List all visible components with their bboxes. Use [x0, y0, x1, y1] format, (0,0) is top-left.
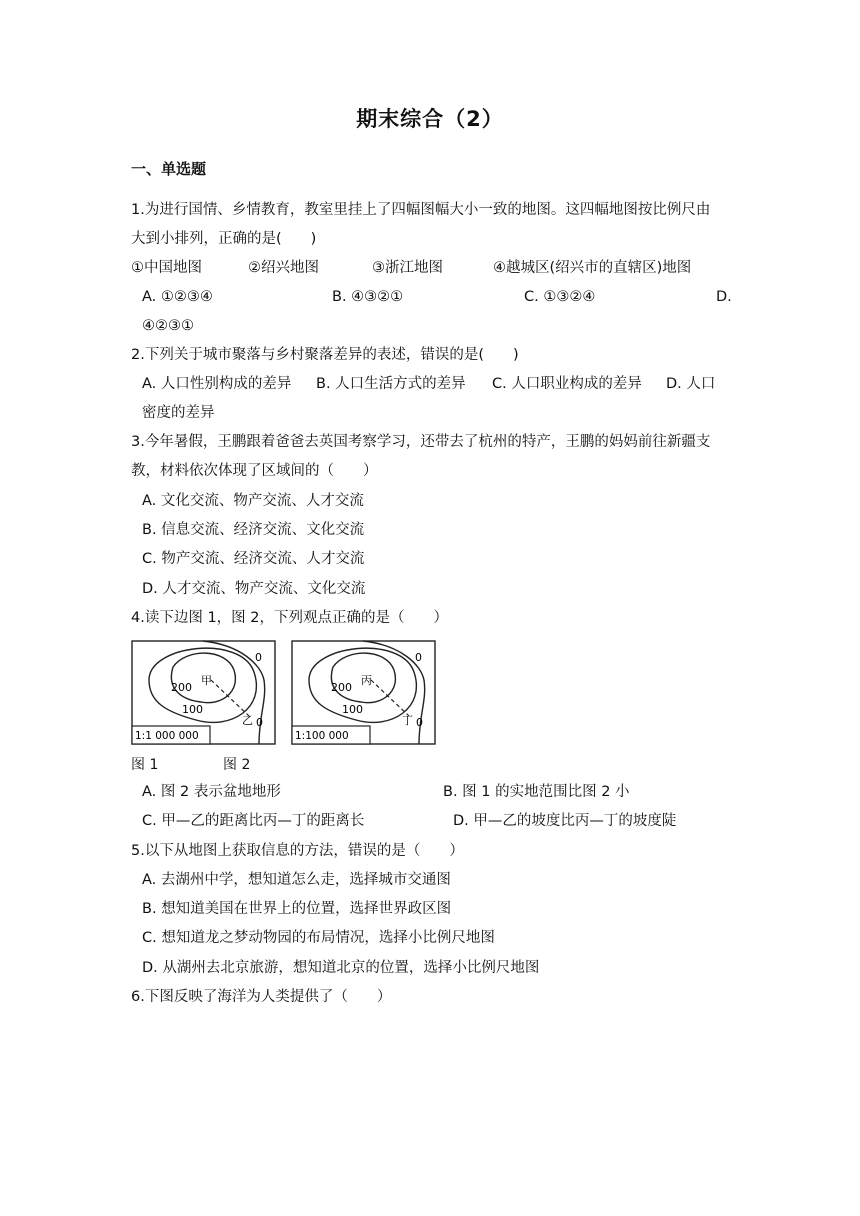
q2-option-b: B. 人口生活方式的差异: [316, 376, 466, 392]
q1-item-2: ②绍兴地图: [248, 260, 319, 276]
q1-option-a: A. ①②③④: [142, 289, 213, 305]
contour-maps-figure: [131, 640, 446, 746]
contour-label-0-top: 0: [255, 651, 262, 664]
point-label-ding: 丁: [402, 714, 413, 727]
point-label-yi: 乙: [242, 714, 253, 727]
q1-item-4: ④越城区(绍兴市的直辖区)地图: [493, 260, 692, 276]
contour-label-0-top: 0: [415, 651, 422, 664]
q1-option-d-cont: ④②③①: [142, 318, 194, 334]
q1-item-3: ③浙江地图: [372, 260, 443, 276]
figure-caption-1: 图 1: [131, 757, 159, 773]
contour-label-0-bottom: 0: [256, 716, 263, 729]
contour-label-200: 200: [331, 681, 352, 694]
q5-option-b: B. 想知道美国在世界上的位置，选择世界政区图: [142, 901, 452, 917]
q5-option-c: C. 想知道龙之梦动物园的布局情况，选择小比例尺地图: [142, 930, 495, 946]
q5-option-d: D. 从湖州去北京旅游，想知道北京的位置，选择小比例尺地图: [142, 960, 540, 976]
q3-option-b: B. 信息交流、经济交流、文化交流: [142, 522, 365, 538]
q2-stem: 2.下列关于城市聚落与乡村聚落差异的表述，错误的是( ): [131, 347, 519, 363]
scale-label-2: 1:100 000: [295, 730, 349, 742]
section-heading: 一、单选题: [131, 160, 207, 178]
q4-option-d: D. 甲—乙的坡度比丙—丁的坡度陡: [453, 813, 677, 829]
q4-stem: 4.读下边图 1，图 2，下列观点正确的是（ ）: [131, 610, 449, 626]
point-label-jia: 甲: [201, 674, 212, 687]
figure-caption-2: 图 2: [223, 757, 251, 773]
q6-stem: 6.下图反映了海洋为人类提供了（ ）: [131, 989, 392, 1005]
q3-option-c: C. 物产交流、经济交流、人才交流: [142, 551, 365, 567]
q3-option-d: D. 人才交流、物产交流、文化交流: [142, 581, 366, 597]
q5-stem: 5.以下从地图上获取信息的方法，错误的是（ ）: [131, 843, 464, 859]
q3-stem-line2: 教，材料依次体现了区域间的（ ）: [131, 463, 378, 479]
q4-option-a: A. 图 2 表示盆地地形: [142, 784, 281, 800]
q2-option-d-cont: 密度的差异: [142, 405, 215, 421]
contour-map-1: [132, 641, 275, 744]
contour-label-100: 100: [182, 703, 203, 716]
scale-label-1: 1:1 000 000: [135, 730, 199, 742]
q4-option-c: C. 甲—乙的距离比丙—丁的距离长: [142, 813, 365, 829]
q1-option-d: D.: [716, 289, 732, 305]
contour-map-2: [292, 641, 435, 744]
contour-label-200: 200: [171, 681, 192, 694]
q2-option-a: A. 人口性别构成的差异: [142, 376, 292, 392]
contour-label-100: 100: [342, 703, 363, 716]
page-title: 期末综合（2）: [356, 107, 504, 131]
point-label-bing: 丙: [361, 674, 372, 687]
q1-option-b: B. ④③②①: [332, 289, 404, 305]
q4-option-b: B. 图 1 的实地范围比图 2 小: [443, 784, 630, 800]
q1-option-c: C. ①③②④: [524, 289, 596, 305]
contour-label-0-bottom: 0: [416, 716, 423, 729]
q2-option-c: C. 人口职业构成的差异: [492, 376, 642, 392]
q3-option-a: A. 文化交流、物产交流、人才交流: [142, 493, 364, 509]
q1-item-1: ①中国地图: [131, 260, 202, 276]
q2-option-d: D. 人口: [666, 376, 716, 392]
q5-option-a: A. 去湖州中学，想知道怎么走，选择城市交通图: [142, 872, 451, 888]
q1-stem-line1: 1.为进行国情、乡情教育，教室里挂上了四幅图幅大小一致的地图。这四幅地图按比例尺由: [131, 202, 711, 218]
q1-stem-line2: 大到小排列，正确的是( ): [131, 231, 317, 247]
q3-stem-line1: 3.今年暑假，王鹏跟着爸爸去英国考察学习，还带去了杭州的特产，王鹏的妈妈前往新疆支: [131, 434, 711, 450]
